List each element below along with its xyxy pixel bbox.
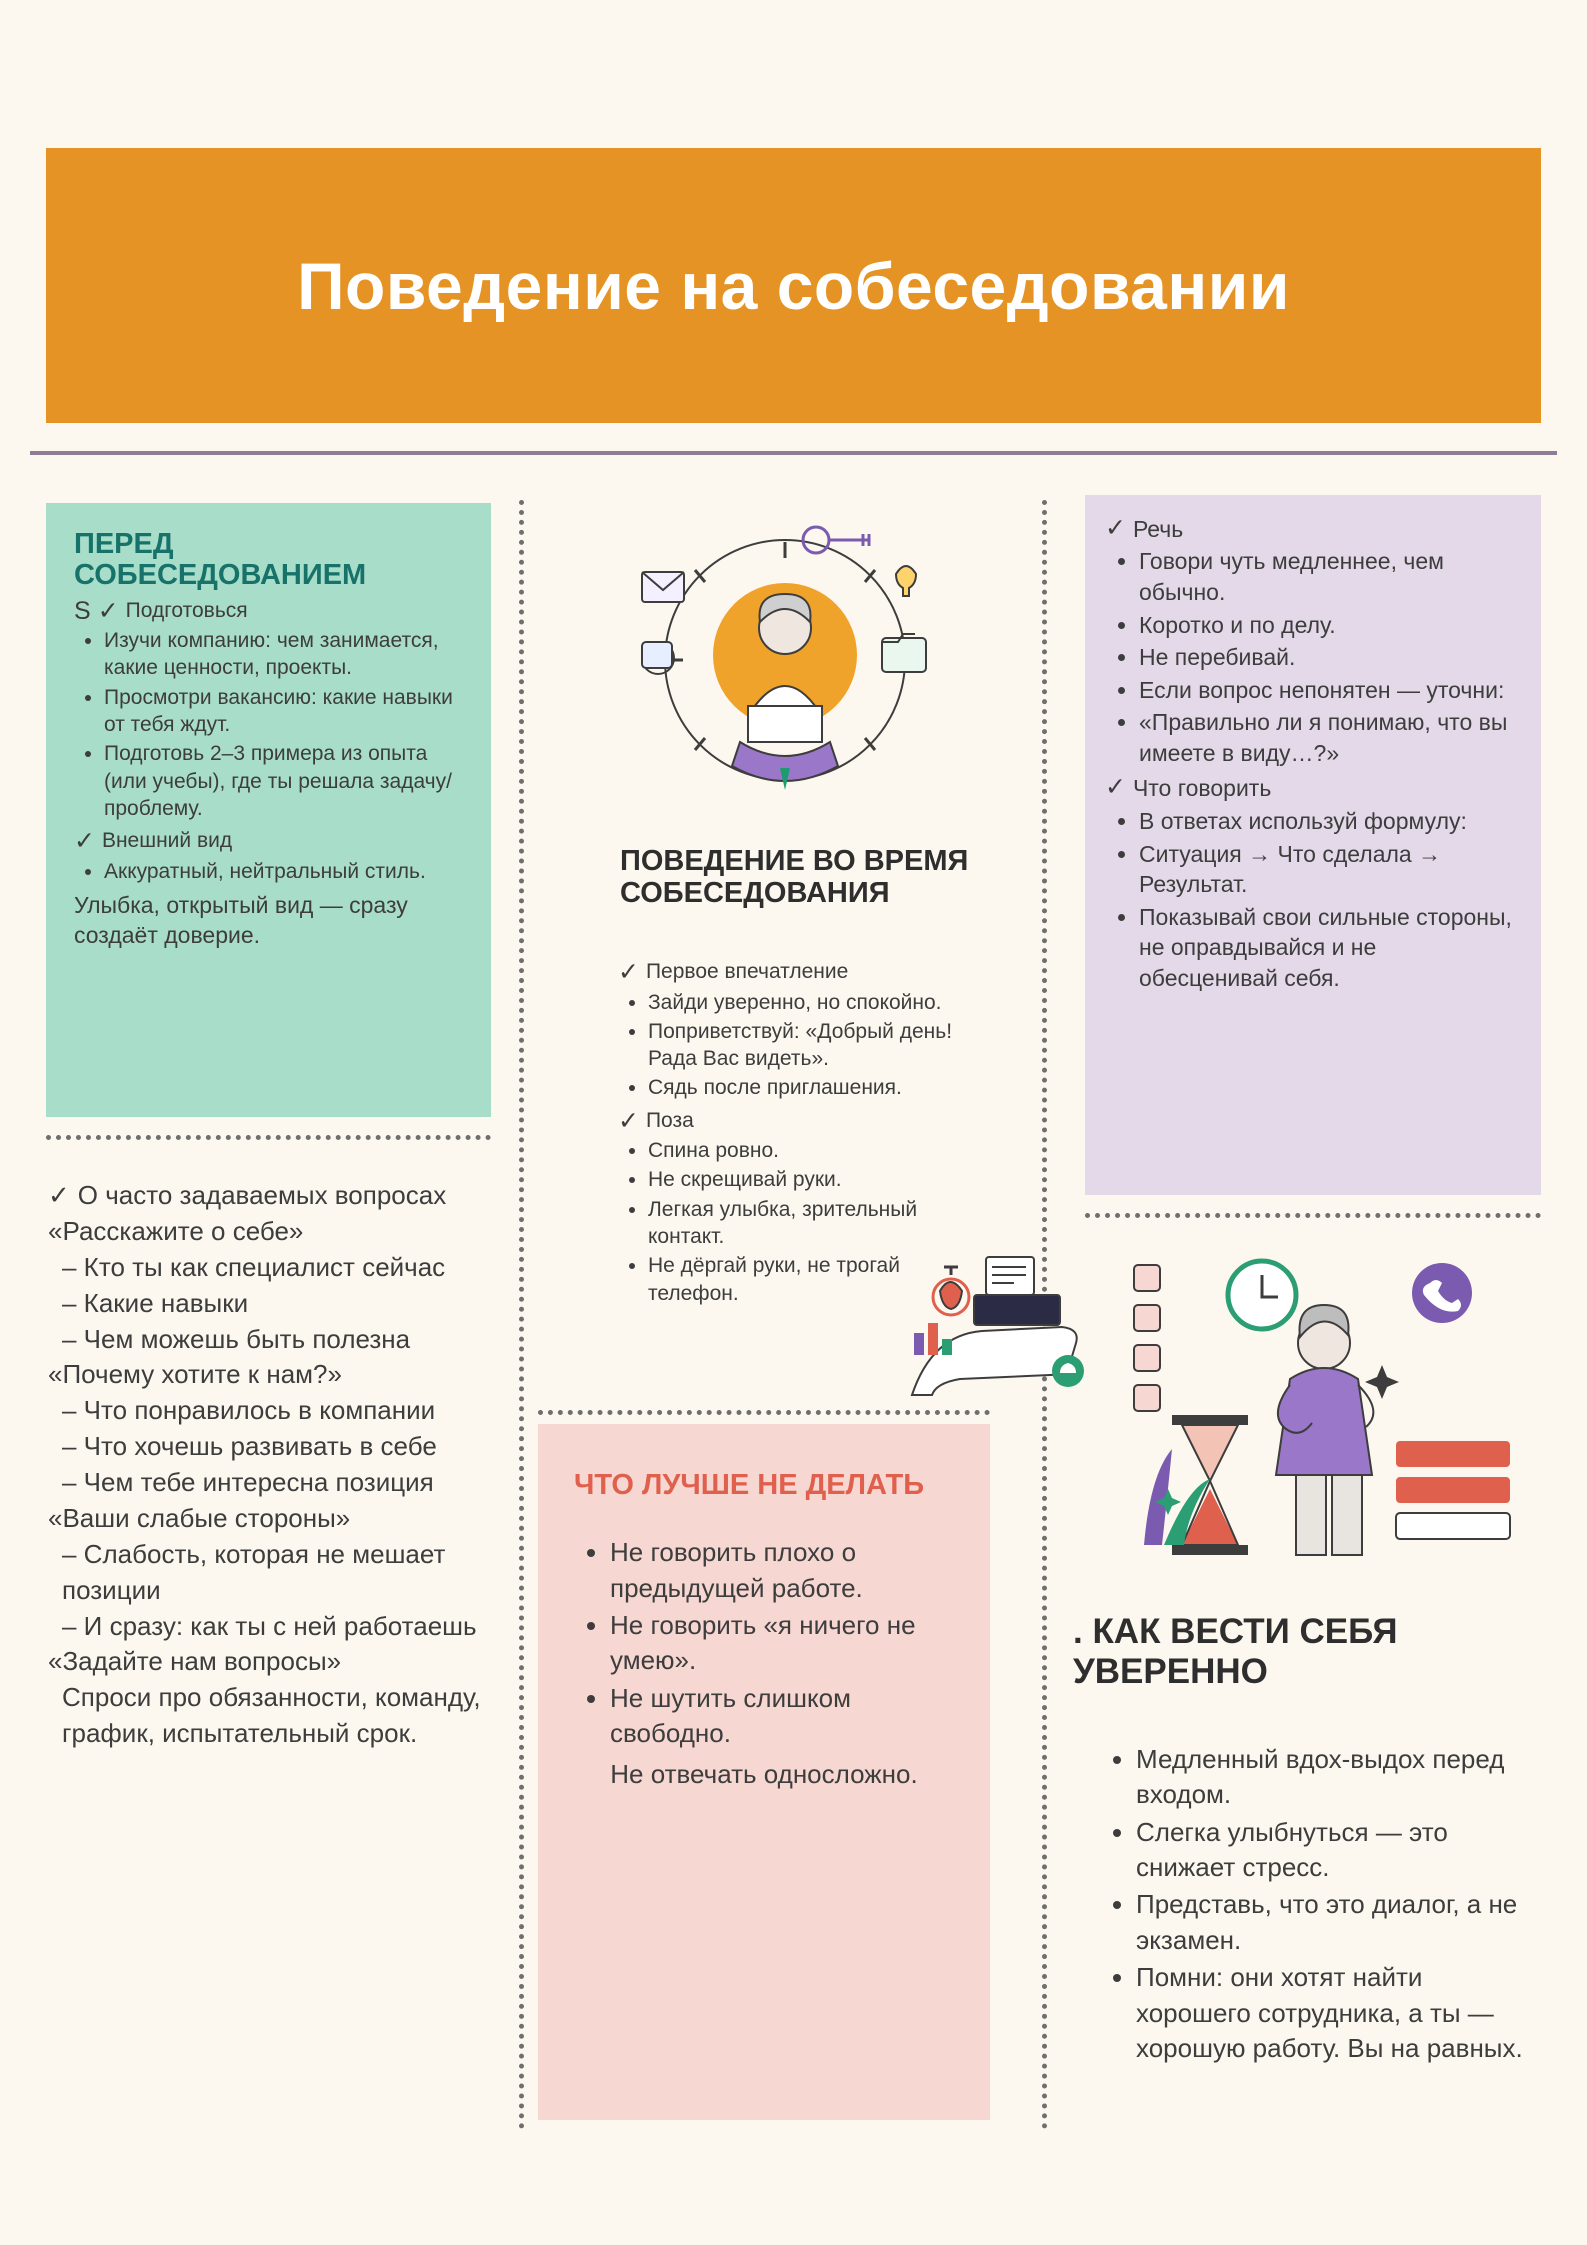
speech-check1-label: Речь <box>1132 516 1184 542</box>
illustration-person-phone <box>1110 1245 1540 1595</box>
during-check-first-impression <box>618 959 974 987</box>
question-line: – Что хочешь развивать в себе <box>62 1431 437 1462</box>
list-item: • Не перебивай. <box>1139 642 1519 673</box>
avoid-note: Не отвечать односложно. <box>610 1759 918 1790</box>
before-interview-title: ПЕРЕД СОБЕСЕДОВАНИЕМ <box>74 528 367 592</box>
check-icon: ✓ <box>1105 514 1126 542</box>
list-item: • Просмотри вакансию: какие навыки от тебя ждут. <box>104 684 463 739</box>
list-item: • Представь, что это диалог, а не экзамен. <box>1136 1887 1540 1958</box>
section-confidence <box>1100 1740 1540 2072</box>
list-item: • Не говорить плохо о предыдущей работе. <box>610 1535 954 1606</box>
list-item: • Не дёргай руки, не трогай телефон. <box>648 1252 974 1307</box>
during-check-posture <box>618 1108 974 1136</box>
before-check2-label: Внешний вид <box>101 829 233 853</box>
avoid-list <box>574 1535 954 1751</box>
list-item: • Сядь после приглашения. <box>648 1074 974 1101</box>
column-divider-left <box>519 500 524 2130</box>
speech-check-what-to-say <box>1105 774 1519 803</box>
during-interview-title: ПОВЕДЕНИЕ ВО ВРЕМЯ СОБЕСЕДОВАНИЯ <box>620 845 969 910</box>
list-item: • Спина ровно. <box>648 1137 974 1164</box>
section-common-questions <box>48 1178 488 1752</box>
question-line: «Ваши слабые стороны» <box>48 1502 351 1533</box>
list-item: • Подготовь 2–3 примера из опыта (или учебы), где ты решала задачу/проблему. <box>104 740 463 822</box>
check-icon: ✓ <box>74 827 95 856</box>
speech-list <box>1105 546 1519 768</box>
avoid-title: ЧТО ЛУЧШЕ НЕ ДЕЛАТЬ <box>574 1469 925 1501</box>
question-line: – Чем тебе интересна позиция <box>62 1467 434 1497</box>
question-line: Спроси про обязанности, команду, график, испытательный срок. <box>62 1682 481 1749</box>
illustration-hand-timer-chart <box>900 1225 1090 1405</box>
list-item: • «Правильно ли я понимаю, что вы имеете в виду…?» <box>1139 707 1519 768</box>
check-icon: ✓ <box>618 1106 639 1135</box>
speech-check-speech <box>1105 515 1519 544</box>
question-line: – Чем можешь быть полезна <box>62 1323 411 1354</box>
question-line: «Расскажите о себе» <box>48 1215 304 1246</box>
during-list-first-impression <box>618 989 974 1102</box>
during-check1-label: Первое впечатление <box>645 960 849 983</box>
list-item: • Не говорить «я ничего не умею». <box>610 1608 954 1679</box>
check-icon: ✓ <box>1105 773 1126 802</box>
section-speech <box>1085 495 1541 1195</box>
what-to-say-list <box>1105 806 1519 993</box>
list-item: • Аккуратный, нейтральный стиль. <box>104 858 463 885</box>
list-item: • Не шутить слишком свободно. <box>610 1681 954 1752</box>
confidence-list <box>1100 1742 1540 2066</box>
row-divider-center <box>538 1410 990 1415</box>
question-line: «Задайте нам вопросы» <box>48 1646 342 1677</box>
confidence-title: . КАК ВЕСТИ СЕБЯ УВЕРЕННО <box>1073 1612 1398 1691</box>
list-item: • Показывай свои сильные стороны, не оправдывайся и не обесценивай себя. <box>1139 902 1519 994</box>
list-item: • Коротко и по делу. <box>1139 610 1519 641</box>
list-item: • Зайди уверенно, но спокойно. <box>648 989 974 1016</box>
list-item: • Поприветствуй: «Добрый день! Рада Вас видеть». <box>648 1018 974 1073</box>
question-line: – И сразу: как ты с ней работаешь <box>62 1610 477 1641</box>
question-line: – Слабость, которая не мешает позиции <box>62 1538 446 1605</box>
speech-check2-label: Что говорить <box>1132 775 1272 802</box>
list-item: • Если вопрос непонятен — уточни: <box>1139 675 1519 706</box>
section-avoid <box>538 1424 990 2120</box>
check-icon: ✓ <box>97 596 119 625</box>
section-before-interview <box>46 503 491 1117</box>
before-check1-label: Подготовься <box>125 598 248 622</box>
question-line: – Кто ты как специалист сейчас <box>62 1251 446 1282</box>
question-line: – Какие навыки <box>62 1287 249 1318</box>
before-list-preparation <box>74 627 463 822</box>
list-item: • Говори чуть медленнее, чем обычно. <box>1139 546 1519 607</box>
header-divider <box>30 451 1557 455</box>
before-check-appearance <box>74 828 463 856</box>
stray-letter: S <box>74 596 91 625</box>
list-item: • Медленный вдох-выдох перед входом. <box>1136 1742 1540 1813</box>
list-item: • Помни: они хотят найти хорошего сотрудника, а ты — хорошую работу. Вы на равных. <box>1136 1960 1540 2066</box>
illustration-person-clock <box>620 510 950 830</box>
list-item: • В ответах используй формулу: <box>1139 806 1519 837</box>
list-item: • Легкая улыбка, зрительный контакт. <box>648 1196 974 1251</box>
questions-check-row <box>48 1178 488 1214</box>
before-note: Улыбка, открытый вид — сразу создаёт доверие. <box>74 892 408 948</box>
page-title: Поведение на собеседовании <box>297 248 1290 323</box>
list-item: • Не скрещивай руки. <box>648 1166 974 1193</box>
avoid-list-wrapper <box>574 1535 954 1793</box>
check-icon: ✓ <box>48 1180 70 1210</box>
row-divider-lilac <box>1085 1213 1541 1218</box>
list-item: • Слегка улыбнуться — это снижает стресс. <box>1136 1815 1540 1886</box>
check-icon: ✓ <box>618 958 639 986</box>
header-banner <box>46 148 1541 423</box>
list-item: • Изучи компанию: чем занимается, какие ценности, проекты. <box>104 627 463 682</box>
before-check-preparation <box>74 598 463 626</box>
questions-check-label: О часто задаваемых вопросах <box>77 1180 447 1210</box>
during-check2-label: Поза <box>645 1108 694 1132</box>
list-item: • Ситуация → Что сделала → Результат. <box>1139 839 1519 900</box>
before-list-appearance <box>74 858 463 885</box>
row-divider-mint <box>46 1135 491 1140</box>
question-line: – Что понравилось в компании <box>62 1395 436 1426</box>
question-line: «Почему хотите к нам?» <box>48 1359 342 1390</box>
